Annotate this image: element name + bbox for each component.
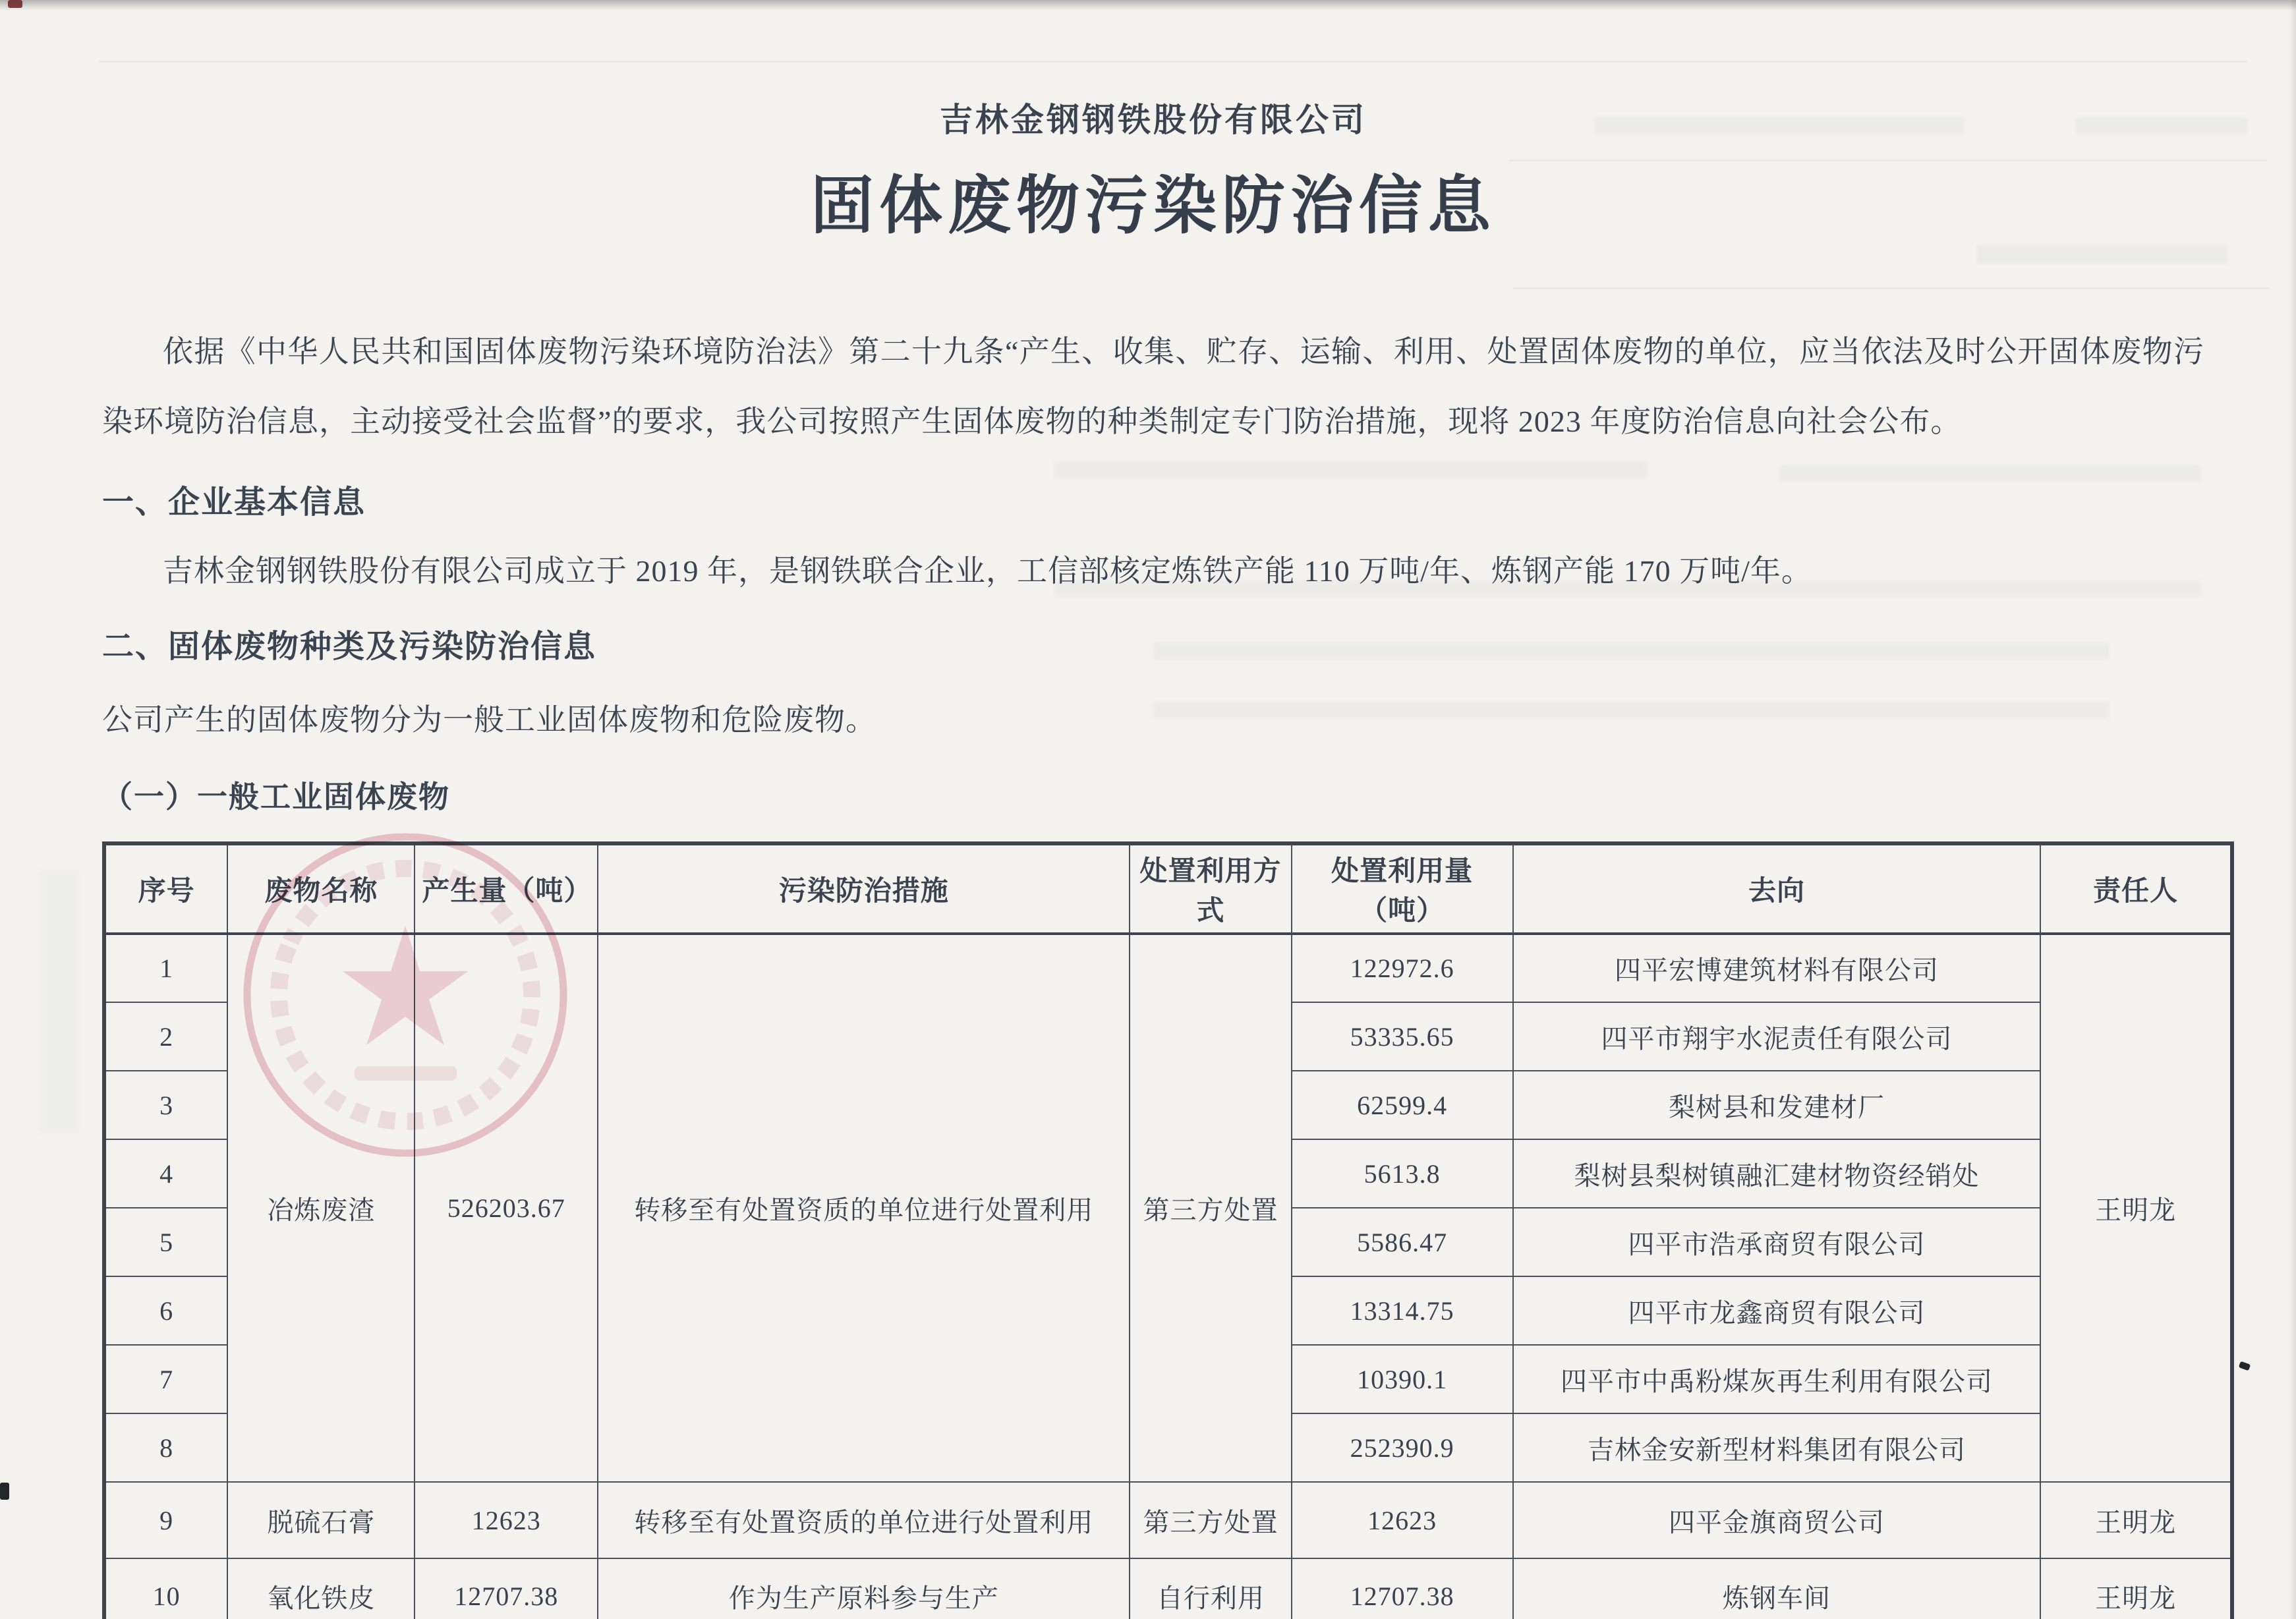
cell-amount-merged: 526203.67 <box>415 934 598 1482</box>
cell-dest: 吉林金安新型材料集团有限公司 <box>1513 1413 2041 1482</box>
cell-seq: 2 <box>104 1002 227 1071</box>
col-header-seq: 序号 <box>104 843 227 934</box>
cell-seq: 3 <box>104 1071 227 1139</box>
cell-qty: 122972.6 <box>1292 934 1513 1002</box>
cell-qty: 252390.9 <box>1292 1413 1513 1482</box>
cell-responsible: 王明龙 <box>2040 1482 2232 1558</box>
cell-responsible-merged: 王明龙 <box>2040 934 2232 1482</box>
cell-qty: 10390.1 <box>1292 1345 1513 1413</box>
col-header-responsible: 责任人 <box>2040 843 2232 934</box>
cell-dest: 四平市浩承商贸有限公司 <box>1513 1208 2041 1276</box>
col-header-dest: 去向 <box>1513 843 2041 934</box>
cell-dest: 四平金旗商贸公司 <box>1513 1482 2041 1558</box>
section1-heading: 一、企业基本信息 <box>102 485 366 520</box>
cell-seq: 7 <box>104 1345 227 1413</box>
intro-paragraph: 依据《中华人民共和国固体废物污染环境防治法》第二十九条“产生、收集、贮存、运输、利用、处置固体废物的单位，应当依法及时公开固体废物污染环境防治信息，主动接受社会监督”的要求，我公司按照产生固体废物的种类制定专门防治措施，现将 2023 年度防治信息向社会公布。 <box>102 335 2204 438</box>
cell-waste-name-merged: 冶炼废渣 <box>227 934 415 1482</box>
table-row <box>104 1558 2232 1619</box>
cell-amount: 12707.38 <box>415 1558 598 1619</box>
waste-table <box>102 841 2234 1619</box>
col-header-method: 处置利用方式 <box>1130 843 1291 934</box>
cell-measure: 作为生产原料参与生产 <box>598 1558 1130 1619</box>
cell-seq: 1 <box>104 934 227 1002</box>
cell-dest: 梨树县和发建材厂 <box>1513 1071 2041 1139</box>
cell-waste-name: 氧化铁皮 <box>227 1558 415 1619</box>
cell-dest: 四平市龙鑫商贸有限公司 <box>1513 1276 2041 1345</box>
cell-qty: 53335.65 <box>1292 1002 1513 1071</box>
section2-body: 公司产生的固体废物分为一般工业固体废物和危险废物。 <box>102 703 876 737</box>
cell-measure-merged: 转移至有处置资质的单位进行处置利用 <box>598 934 1130 1482</box>
col-header-waste-name: 废物名称 <box>227 843 415 934</box>
cell-qty: 13314.75 <box>1292 1276 1513 1345</box>
cell-dest: 炼钢车间 <box>1513 1558 2041 1619</box>
page-title: 固体废物污染防治信息 <box>811 171 1496 241</box>
cell-method-merged: 第三方处置 <box>1130 934 1291 1482</box>
cell-dest: 四平市翔宇水泥责任有限公司 <box>1513 1002 2041 1071</box>
col-header-amount: 产生量（吨） <box>415 843 598 934</box>
section2-heading: 二、固体废物种类及污染防治信息 <box>102 629 597 664</box>
cell-seq: 9 <box>104 1482 227 1558</box>
cell-dest: 梨树县梨树镇融汇建材物资经销处 <box>1513 1139 2041 1208</box>
table-row <box>104 1482 2232 1558</box>
cell-dest: 四平宏博建筑材料有限公司 <box>1513 934 2041 1002</box>
col-header-measure: 污染防治措施 <box>598 843 1130 934</box>
section2-subheading: （一）一般工业固体废物 <box>102 780 450 814</box>
cell-seq: 5 <box>104 1208 227 1276</box>
cell-seq: 4 <box>104 1139 227 1208</box>
cell-qty: 12623 <box>1292 1482 1513 1558</box>
cell-qty: 5613.8 <box>1292 1139 1513 1208</box>
cell-dest: 四平市中禹粉煤灰再生利用有限公司 <box>1513 1345 2041 1413</box>
cell-method: 第三方处置 <box>1130 1482 1291 1558</box>
cell-waste-name: 脱硫石膏 <box>227 1482 415 1558</box>
cell-qty: 62599.4 <box>1292 1071 1513 1139</box>
cell-seq: 10 <box>104 1558 227 1619</box>
company-name: 吉林金钢钢铁股份有限公司 <box>940 101 1367 138</box>
cell-qty: 5586.47 <box>1292 1208 1513 1276</box>
cell-qty: 12707.38 <box>1292 1558 1513 1619</box>
cell-method: 自行利用 <box>1130 1558 1291 1619</box>
section1-body: 吉林金钢钢铁股份有限公司成立于 2019 年，是钢铁联合企业，工信部核定炼铁产能 110 万吨/年、炼钢产能 170 万吨/年。 <box>163 554 1812 588</box>
cell-seq: 6 <box>104 1276 227 1345</box>
cell-seq: 8 <box>104 1413 227 1482</box>
cell-amount: 12623 <box>415 1482 598 1558</box>
cell-measure: 转移至有处置资质的单位进行处置利用 <box>598 1482 1130 1558</box>
cell-responsible: 王明龙 <box>2040 1558 2232 1619</box>
table-row <box>104 934 2232 1002</box>
table-header-row <box>104 843 2232 934</box>
col-header-qty: 处置利用量（吨） <box>1292 843 1513 934</box>
